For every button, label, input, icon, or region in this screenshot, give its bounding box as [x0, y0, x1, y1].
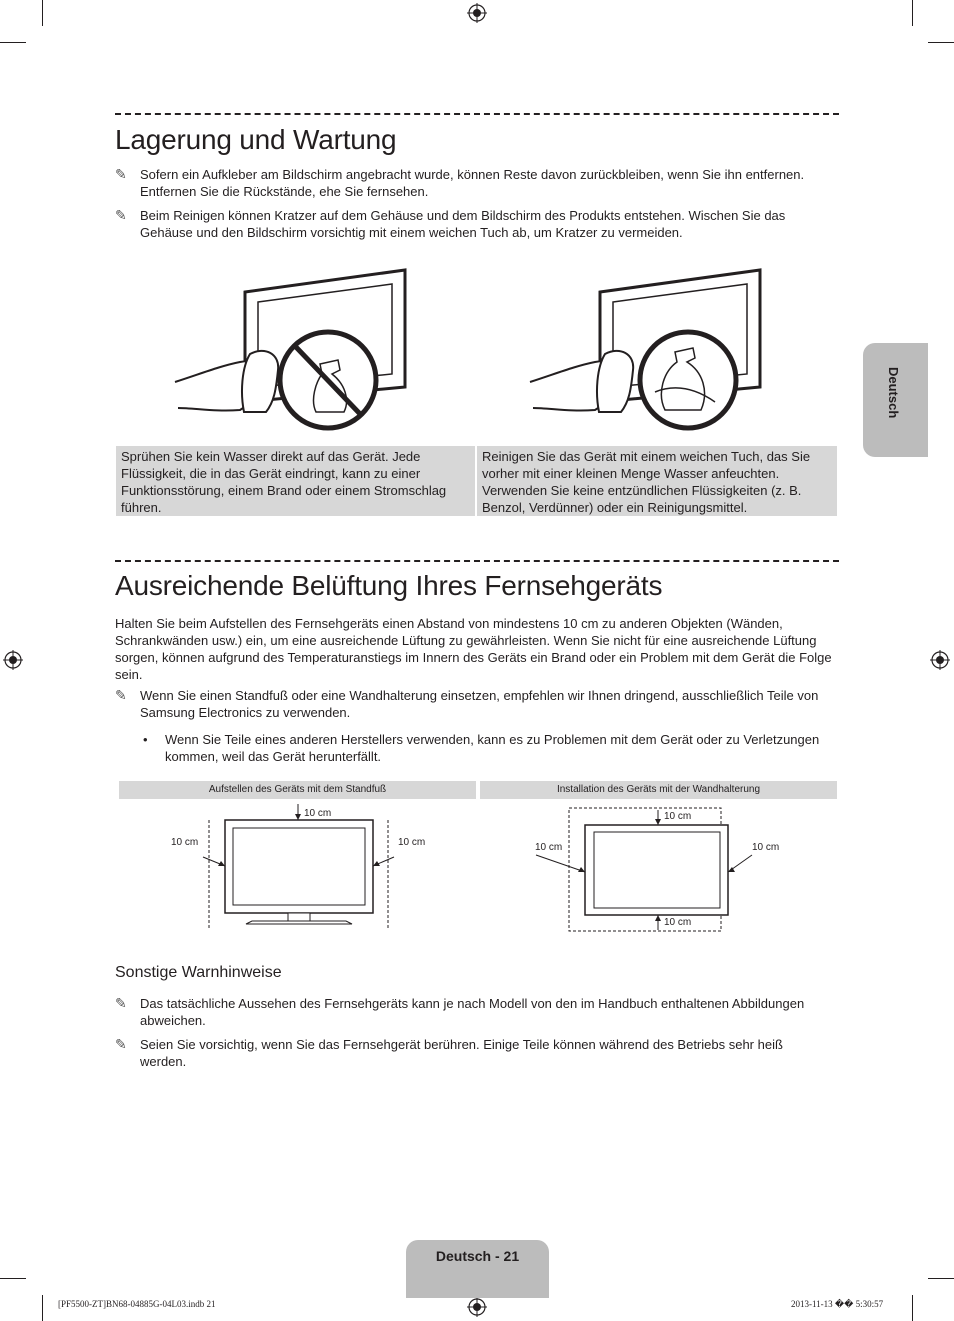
note-text: Beim Reinigen können Kratzer auf dem Gehäuse und dem Bildschirm des Produkts entstehen. Wischen Sie das Gehäuse und den Bildschirm vorsichtig mit einem weichen Tuch ab, um Kratzer zu vermeiden. [140, 208, 786, 240]
registration-mark-icon [467, 3, 487, 23]
note-text: Wenn Sie einen Standfuß oder eine Wandhalterung einsetzen, empfehlen wir Ihnen dringend, ausschließlich Teile von Samsung Electronics zu verwenden. [140, 688, 819, 720]
bullet-icon: • [143, 732, 148, 747]
clearance-right-label: 10 cm [398, 837, 426, 848]
crop-mark [928, 42, 954, 43]
note-icon: ✎ [115, 687, 127, 703]
print-file-info: [PF5500-ZT]BN68-04885G-04L03.indb 21 [58, 1299, 216, 1309]
registration-mark-icon [3, 650, 23, 670]
crop-mark [928, 1278, 954, 1279]
note-icon: ✎ [115, 207, 127, 223]
crop-mark [0, 42, 26, 43]
bullet-text: Wenn Sie Teile eines anderen Herstellers verwenden, kann es zu Problemen mit dem Gerät oder zu Verletzungen kommen, weil das Gerät herunterfällt. [165, 732, 820, 764]
language-tab [863, 343, 928, 457]
diagram-stand [200, 800, 400, 935]
registration-mark-icon [930, 650, 950, 670]
note-icon: ✎ [115, 1036, 127, 1052]
page-number-tab [406, 1240, 549, 1298]
crop-mark [42, 1295, 43, 1321]
diagram-header-stand: Aufstellen des Geräts mit dem Standfuß [119, 781, 476, 799]
clearance-right-label: 10 cm [752, 842, 780, 853]
note-text: Seien Sie vorsichtig, wenn Sie das Fernsehgerät berühren. Einige Teile können während des Betriebs sehr heiß werden. [140, 1037, 783, 1069]
crop-mark [912, 1295, 913, 1321]
clearance-top-label: 10 cm [304, 808, 332, 819]
illustration-no-spray [170, 262, 420, 437]
diagram-header-wallmount: Installation des Geräts mit der Wandhalterung [480, 781, 837, 799]
note-text: Das tatsächliche Aussehen des Fernsehgeräts kann je nach Modell von den im Handbuch enthaltenen Abbildungen abweichen. [140, 996, 805, 1028]
clearance-top-label: 10 cm [664, 811, 692, 822]
language-tab-label: Deutsch [886, 367, 901, 419]
registration-mark-icon [467, 1297, 487, 1317]
clearance-left-label: 10 cm [535, 842, 563, 853]
crop-mark [42, 0, 43, 26]
section-title-other-warnings: Sonstige Warnhinweise [115, 964, 282, 981]
page-number-label: Deutsch - 21 [435, 1248, 520, 1264]
caption-cloth-cleaning: Reinigen Sie das Gerät mit einem weichen Tuch, das Sie vorher mit einer kleinen Menge Wasser anfeuchten. Verwenden Sie keine entzündlichen Flüssigkeiten (z. B. Benzol, Verdünner) oder ein Reinigungsmittel. [477, 446, 837, 516]
crop-mark [912, 0, 913, 26]
diagram-wallmount [530, 800, 760, 940]
section-divider [115, 560, 839, 562]
section-title-ventilation: Ausreichende Belüftung Ihres Fernsehgeräts [115, 570, 663, 601]
section-title-storage: Lagerung und Wartung [115, 124, 397, 155]
print-timestamp: 2013-11-13 �� 5:30:57 [791, 1299, 884, 1309]
section-divider [115, 113, 839, 115]
note-icon: ✎ [115, 166, 127, 182]
note-text: Sofern ein Aufkleber am Bildschirm angebracht wurde, können Reste davon zurückbleiben, wenn Sie ihn entfernen. Entfernen Sie die Rückstände, ehe Sie fernsehen. [140, 167, 805, 199]
ventilation-body: Halten Sie beim Aufstellen des Fernsehgeräts einen Abstand von mindestens 10 cm zu anderen Objekten (Wänden, Schrankwänden usw.) ein, um eine ausreichende Lüftung zu gewährleisten. Wenn Sie nicht für eine ausreichende Lüftung sorgen, können aufgrund des Temperaturanstiegs im Innern des Geräts ein Brand oder ein Problem mit dem Gerät die Folge sein. [115, 616, 832, 682]
illustration-cloth-cleaning [525, 262, 775, 437]
note-icon: ✎ [115, 995, 127, 1011]
crop-mark [0, 1278, 26, 1279]
clearance-left-label: 10 cm [171, 837, 199, 848]
clearance-bottom-label: 10 cm [664, 917, 692, 928]
caption-no-spray: Sprühen Sie kein Wasser direkt auf das Gerät. Jede Flüssigkeit, die in das Gerät eindringt, kann zu einer Funktionsstörung, einem Brand oder einem Stromschlag führen. [116, 446, 475, 516]
